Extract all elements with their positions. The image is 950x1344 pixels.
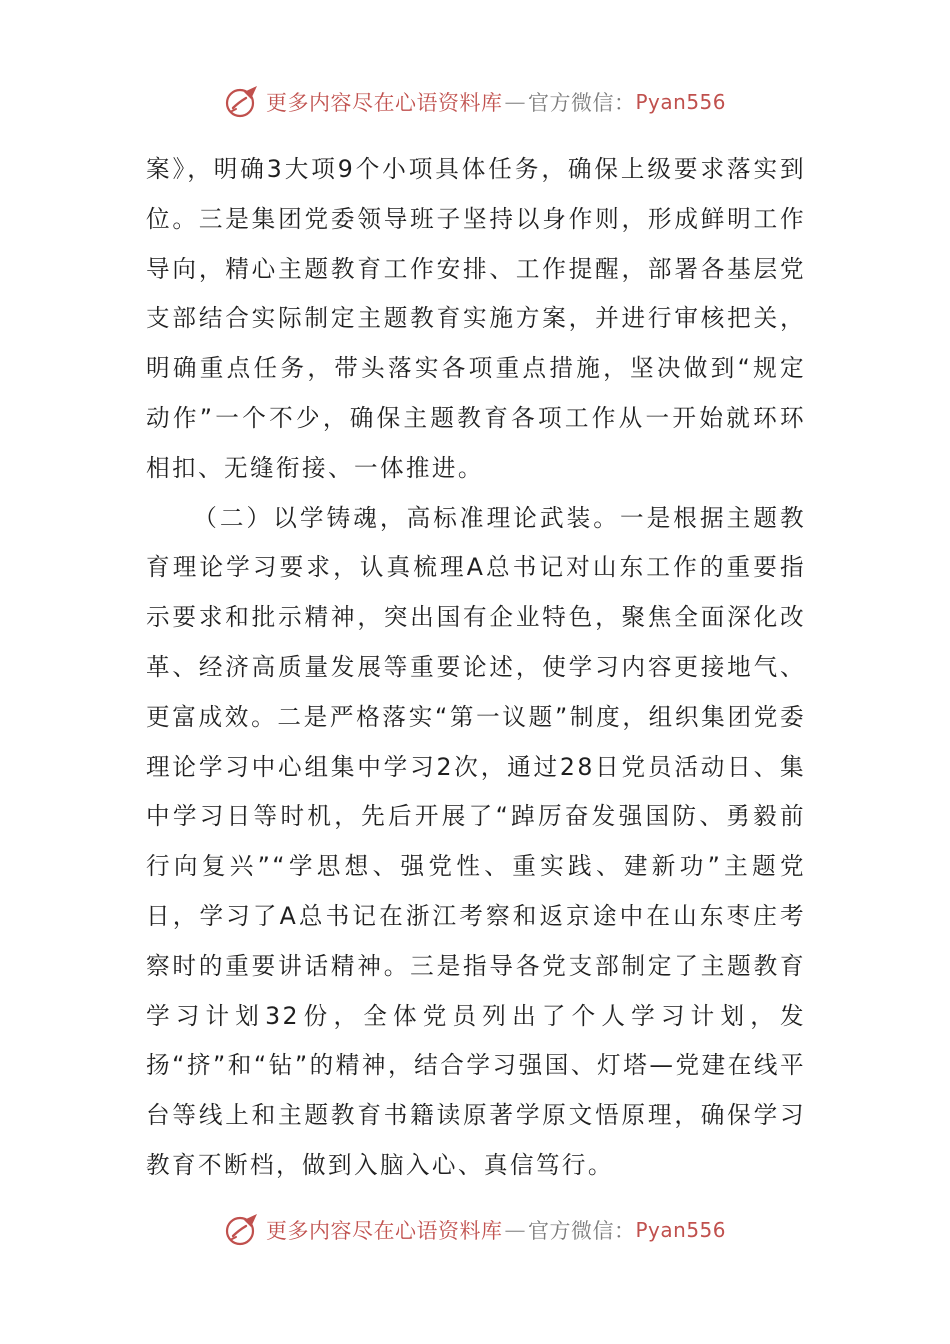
watermark-slogan: 更多内容尽在心语资料库 xyxy=(265,91,503,115)
paragraph-continuation: 案》，明确3大项9个小项具体任务，确保上级要求落实到位。三是集团党委领导班子坚持以身作则，形成鲜明工作导向，精心主题教育工作安排、工作提醒，部署各基层党支部结合实际制定主题教育实施方案，并进行审核把关，明确重点任务，带头落实各项重点措施，坚决做到“规定动作”一个不少，确保主题教育各项工作从一开始就环环相扣、无缝衔接、一体推进。 xyxy=(146,155,806,482)
watermark-wechat-id: Pyan556 xyxy=(635,90,726,114)
watermark-dash: — xyxy=(504,90,526,114)
watermark-label: 官方微信： xyxy=(527,1219,636,1243)
watermark-wechat-id: Pyan556 xyxy=(635,1218,726,1242)
footer-watermark xyxy=(0,1210,950,1250)
watermark-label: 官方微信： xyxy=(527,91,636,115)
paragraph-section-2: （二）以学铸魂，高标准理论武装。一是根据主题教育理论学习要求，认真梳理A总书记对山东工作的重要指示要求和批示精神，突出国有企业特色，聚焦全面深化改革、经济高质量发展等重要论述，使学习内容更接地气、更富成效。二是严格落实“第一议题”制度，组织集团党委理论学习中心组集中学习2次，通过28日党员活动日、集中学习日等时机，先后开展了“踔厉奋发强国防、勇毅前行向复兴”“学思想、强党性、重实践、建新功”主题党日，学习了A总书记在浙江考察和返京途中在山东枣庄考察时的重要讲话精神。三是指导各党支部制定了主题教育学习计划32份，全体党员列出了个人学习计划，发扬“挤”和“钻”的精神，结合学习强国、灯塔—党建在线平台等线上和主题教育书籍读原著学原文悟原理，确保学习教育不断档，做到入脑入心、真信笃行。 xyxy=(146,503,806,1179)
pen-in-circle-icon xyxy=(224,84,260,120)
header-watermark xyxy=(0,82,950,122)
document-body xyxy=(146,145,806,1191)
pen-in-circle-icon xyxy=(224,1212,260,1248)
watermark-slogan: 更多内容尽在心语资料库 xyxy=(265,1219,503,1243)
watermark-dash: — xyxy=(504,1218,526,1242)
